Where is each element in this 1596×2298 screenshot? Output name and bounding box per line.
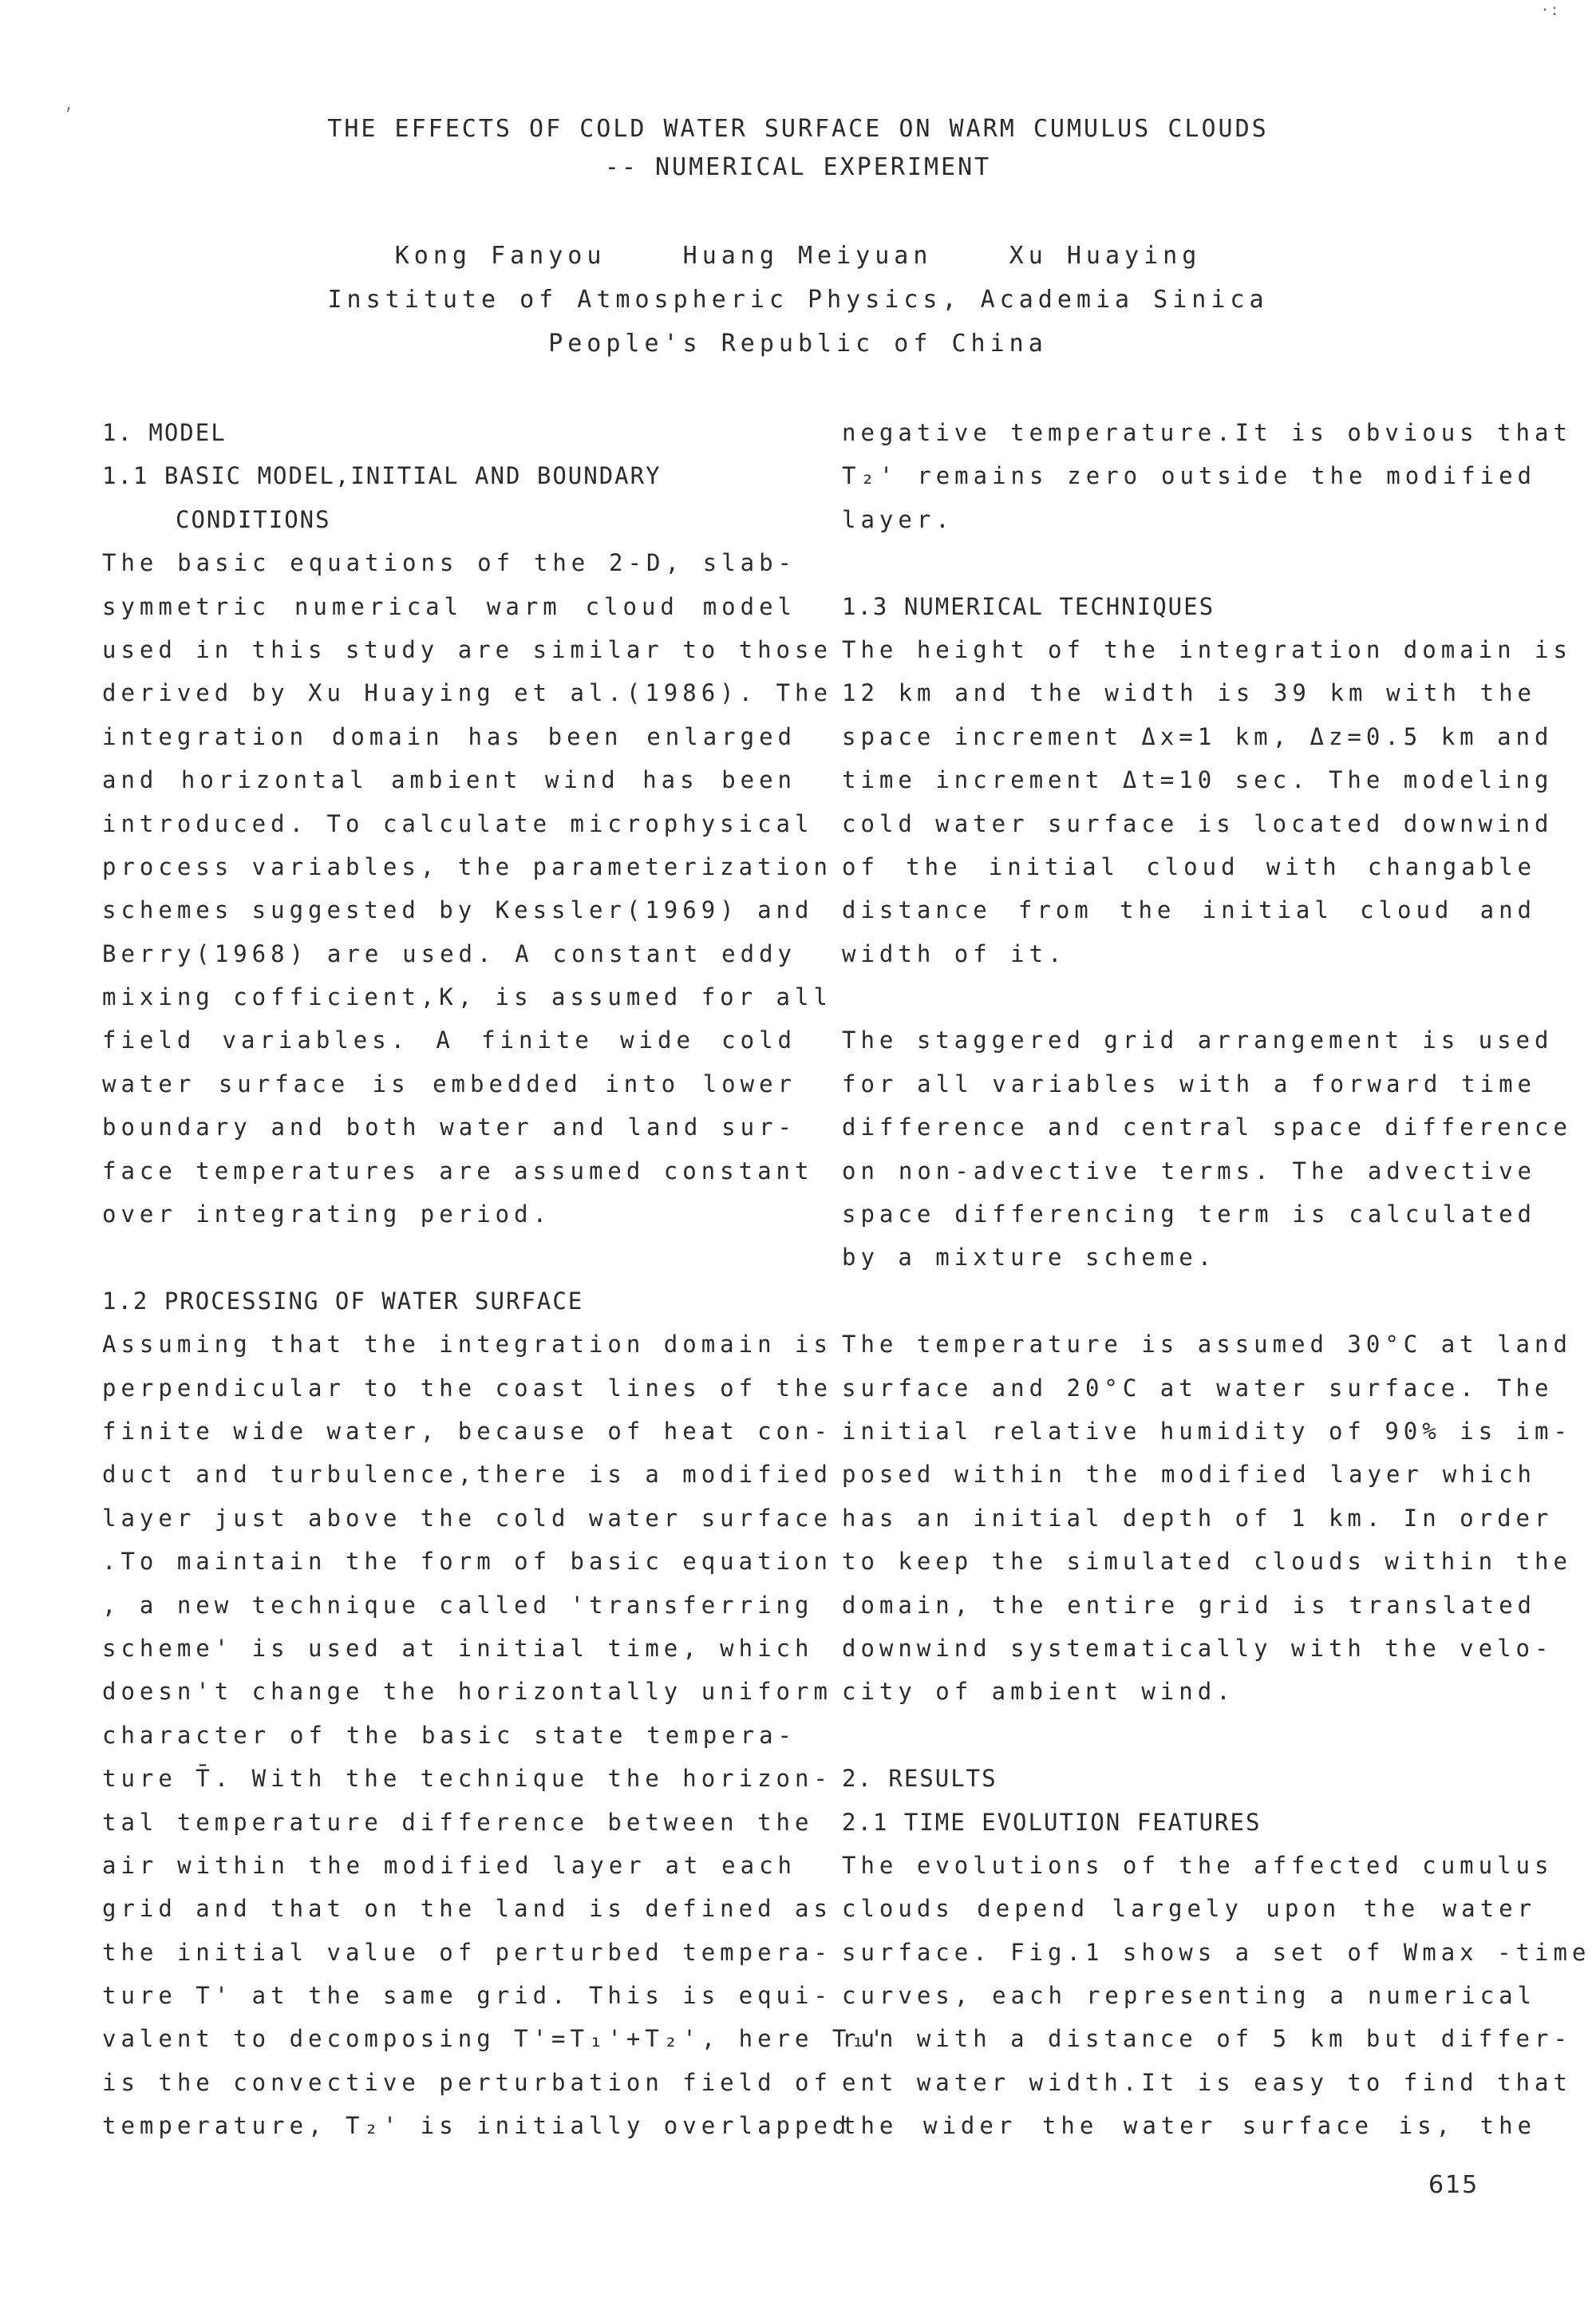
text-line: The evolutions of the affected cumulus: [842, 1851, 1554, 1879]
text-line: The basic equations of the 2-D, slab-: [102, 549, 796, 577]
text-line: to keep the simulated clouds within the: [842, 1548, 1572, 1576]
text-line: has an initial depth of 1 km. In order: [842, 1504, 1554, 1532]
page-number: 615: [1428, 2171, 1479, 2199]
text-line: process variables, the parameterization: [102, 852, 832, 880]
text-line: over integrating period.: [102, 1200, 552, 1228]
right-column: [842, 411, 1591, 2148]
text-line: surface and 20°C at water surface. The: [842, 1374, 1554, 1402]
text-line: integration domain has been enlarged: [102, 722, 796, 750]
text-line: time increment Δt=10 sec. The modeling: [842, 766, 1554, 794]
text-line: surface. Fig.1 shows a set of Wmax -time: [842, 1938, 1591, 1966]
text-line: layer just above the cold water surface: [102, 1504, 832, 1532]
text-line: field variables. A finite wide cold: [102, 1026, 796, 1054]
section-heading: 1.3 NUMERICAL TECHNIQUES: [842, 592, 1215, 620]
text-line: The staggered grid arrangement is used: [842, 1026, 1554, 1054]
text-line: mixing cofficient,K, is assumed for all: [102, 983, 832, 1011]
text-line: city of ambient wind.: [842, 1678, 1235, 1706]
section-heading: 1.2 PROCESSING OF WATER SURFACE: [102, 1287, 584, 1315]
paper-title-line1: THE EFFECTS OF COLD WATER SURFACE ON WARM CUMULUS CLOUDS: [327, 115, 1269, 143]
text-line: space differencing term is calculated: [842, 1200, 1536, 1228]
text-line: 12 km and the width is 39 km with the: [842, 679, 1536, 707]
text-line: temperature, T₂' is initially overlapped: [102, 2112, 851, 2140]
text-line: derived by Xu Huaying et al.(1986). The: [102, 679, 832, 707]
text-line: layer.: [842, 505, 954, 533]
paper-title-line2: -- NUMERICAL EXPERIMENT: [604, 153, 992, 181]
text-line: Assuming that the integration domain is: [102, 1331, 832, 1359]
text-line: doesn't change the horizontally uniform: [102, 1678, 832, 1706]
section-heading: 1. MODEL: [102, 419, 227, 446]
text-line: The height of the integration domain is: [842, 635, 1572, 663]
paragraph-gap: [842, 975, 1536, 1018]
text-line: for all variables with a forward time: [842, 1070, 1536, 1098]
section-heading: 1.1 BASIC MODEL,INITIAL AND BOUNDARY: [102, 462, 662, 490]
text-line: downwind systematically with the velo-: [842, 1634, 1554, 1662]
text-line: ent water width.It is easy to find that: [842, 2068, 1572, 2096]
text-line: curves, each representing a numerical: [842, 1982, 1536, 2010]
author-institute: Institute of Atmospheric Physics, Academia Sinica: [327, 286, 1269, 314]
text-line: boundary and both water and land sur-: [102, 1113, 796, 1141]
text-line: width of it.: [842, 939, 1067, 967]
section-heading: CONDITIONS: [176, 505, 331, 533]
text-line: and horizontal ambient wind has been: [102, 766, 796, 794]
text-line: is the convective perturbation field of: [102, 2068, 832, 2096]
text-line: by a mixture scheme.: [842, 1244, 1217, 1272]
text-line: , a new technique called 'transferring: [102, 1591, 814, 1619]
text-line: character of the basic state tempera-: [102, 1721, 796, 1749]
text-line: difference and central space difference: [842, 1113, 1572, 1141]
text-line: posed within the modified layer which: [842, 1461, 1536, 1489]
text-line: introduced. To calculate microphysical: [102, 809, 814, 837]
text-line: face temperatures are assumed constant: [102, 1157, 814, 1185]
text-line: distance from the initial cloud and: [842, 896, 1536, 924]
paragraph-gap: [842, 1714, 1536, 1757]
author-names: Kong Fanyou Huang Meiyuan Xu Huaying: [394, 242, 1202, 270]
text-line: tal temperature difference between the: [102, 1808, 814, 1836]
paragraph-gap: [842, 1280, 1536, 1323]
section-heading: 2.1 TIME EVOLUTION FEATURES: [842, 1808, 1262, 1836]
text-line: grid and that on the land is defined as: [102, 1895, 832, 1923]
text-line: run with a distance of 5 km but differ-: [842, 2025, 1572, 2053]
text-line: space increment Δx=1 km, Δz=0.5 km and: [842, 722, 1554, 750]
text-line: .To maintain the form of basic equation: [102, 1548, 832, 1576]
text-line: cold water surface is located downwind: [842, 809, 1554, 837]
text-line: clouds depend largely upon the water: [842, 1895, 1536, 1923]
text-line: used in this study are similar to those: [102, 635, 832, 663]
paragraph-gap: [842, 541, 1536, 584]
text-line: valent to decomposing T'=T₁'+T₂', here T₁': [102, 2025, 889, 2053]
text-line: ture T̄. With the technique the horizon-: [102, 1765, 832, 1793]
text-line: domain, the entire grid is translated: [842, 1591, 1536, 1619]
text-line: T₂' remains zero outside the modified: [842, 462, 1536, 490]
text-line: on non-advective terms. The advective: [842, 1157, 1536, 1185]
text-line: schemes suggested by Kessler(1969) and: [102, 896, 814, 924]
text-line: symmetric numerical warm cloud model: [102, 592, 796, 620]
text-line: negative temperature.It is obvious that: [842, 419, 1572, 446]
text-line: duct and turbulence,there is a modified: [102, 1461, 832, 1489]
text-line: ture T' at the same grid. This is equi-: [102, 1982, 832, 2010]
scan-mark: ,: [64, 94, 74, 113]
text-line: water surface is embedded into lower: [102, 1070, 796, 1098]
scan-mark-corner: ·:: [1540, 0, 1560, 19]
text-line: The temperature is assumed 30°C at land: [842, 1331, 1572, 1359]
text-line: finite wide water, because of heat con-: [102, 1417, 832, 1445]
paragraph-gap: [102, 1236, 796, 1279]
author-country: People's Republic of China: [548, 330, 1048, 358]
section-heading: 2. RESULTS: [842, 1765, 998, 1793]
left-column: [102, 411, 889, 2148]
text-line: Berry(1968) are used. A constant eddy: [102, 939, 796, 967]
text-line: initial relative humidity of 90% is im-: [842, 1417, 1572, 1445]
text-line: air within the modified layer at each: [102, 1851, 796, 1879]
text-line: scheme' is used at initial time, which: [102, 1634, 814, 1662]
text-line: of the initial cloud with changable: [842, 852, 1536, 880]
text-line: the wider the water surface is, the: [842, 2112, 1536, 2140]
text-line: perpendicular to the coast lines of the: [102, 1374, 832, 1402]
text-line: the initial value of perturbed tempera-: [102, 1938, 832, 1966]
